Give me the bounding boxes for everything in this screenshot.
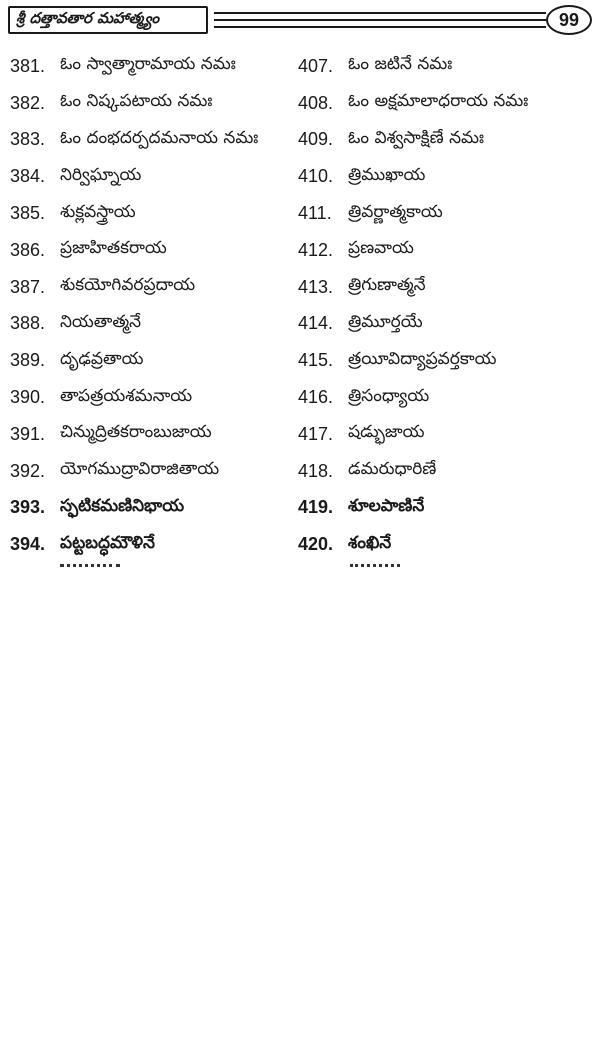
list-item bbox=[10, 533, 298, 557]
header-rule-line bbox=[214, 12, 546, 14]
item-number: 418. bbox=[298, 460, 334, 481]
item-number: 419. bbox=[298, 497, 334, 518]
list-item bbox=[10, 202, 298, 226]
list-row bbox=[0, 306, 600, 343]
list-row bbox=[0, 195, 600, 232]
list-row bbox=[0, 122, 600, 159]
item-number: 392. bbox=[10, 460, 46, 481]
cut-off-text-fragment bbox=[350, 562, 400, 567]
list-item bbox=[298, 202, 594, 226]
list-item bbox=[10, 312, 298, 336]
list-row bbox=[0, 232, 600, 269]
list-item bbox=[298, 349, 594, 373]
list-item bbox=[298, 238, 594, 262]
item-number: 420. bbox=[298, 534, 334, 555]
item-name: ప్రణవాయ bbox=[348, 238, 414, 259]
list-item bbox=[298, 422, 594, 446]
item-name: త్రయీవిద్యాప్రవర్తకాయ bbox=[348, 348, 497, 369]
item-name: త్రిసంధ్యాయ bbox=[348, 385, 430, 406]
item-name: డమరుధారిణే bbox=[348, 459, 437, 480]
list-row bbox=[0, 490, 600, 527]
list-item bbox=[298, 165, 594, 189]
item-name: త్రిగుణాత్మనే bbox=[348, 275, 426, 296]
list-row bbox=[0, 453, 600, 490]
header-rule-line bbox=[214, 19, 546, 21]
item-number: 409. bbox=[298, 129, 334, 150]
item-number: 416. bbox=[298, 387, 334, 408]
header-rules bbox=[214, 10, 546, 32]
item-number: 390. bbox=[10, 387, 46, 408]
list-item bbox=[10, 91, 298, 115]
list-item bbox=[10, 238, 298, 262]
item-number: 408. bbox=[298, 92, 334, 113]
list-item bbox=[10, 275, 298, 299]
cut-off-text-fragment bbox=[60, 562, 120, 567]
list-row bbox=[0, 416, 600, 453]
item-number: 412. bbox=[298, 239, 334, 260]
page-header bbox=[0, 0, 600, 46]
page-number: 99 bbox=[546, 5, 592, 35]
item-name: త్రివర్ణాత్మకాయ bbox=[348, 201, 443, 222]
list-item bbox=[298, 459, 594, 483]
item-name: నిర్విఘ్నాయ bbox=[60, 164, 142, 185]
item-number: 381. bbox=[10, 55, 46, 76]
item-number: 385. bbox=[10, 203, 46, 224]
item-number: 386. bbox=[10, 239, 46, 260]
list-item bbox=[298, 533, 594, 557]
item-number: 417. bbox=[298, 423, 334, 444]
item-name: త్రిముఖాయ bbox=[348, 164, 426, 185]
list-item bbox=[10, 128, 298, 152]
item-number: 413. bbox=[298, 276, 334, 297]
item-name: స్ఫటికమణినిభాయ bbox=[60, 495, 185, 516]
item-name: శూలపాణినే bbox=[348, 495, 425, 516]
list-row bbox=[0, 158, 600, 195]
item-number: 389. bbox=[10, 350, 46, 371]
item-name: ప్రజాహితకరాయ bbox=[60, 238, 167, 259]
item-number: 414. bbox=[298, 313, 334, 334]
item-number: 384. bbox=[10, 166, 46, 187]
item-number: 407. bbox=[298, 55, 334, 76]
item-name: ఓం జటినే నమః bbox=[348, 54, 453, 75]
item-name: ఓం విశ్వసాక్షిణే నమః bbox=[348, 127, 485, 148]
item-name: శుకయోగివరప్రదాయ bbox=[60, 275, 196, 296]
item-name: శంఖినే bbox=[348, 532, 392, 553]
item-number: 383. bbox=[10, 129, 46, 150]
item-name: త్రిమూర్తయే bbox=[348, 311, 423, 332]
list-row bbox=[0, 85, 600, 122]
list-item bbox=[10, 422, 298, 446]
list-item bbox=[298, 275, 594, 299]
item-number: 388. bbox=[10, 313, 46, 334]
item-number: 387. bbox=[10, 276, 46, 297]
cut-off-next-line bbox=[0, 562, 600, 574]
list-item bbox=[10, 496, 298, 520]
item-name: తాపత్రయశమనాయ bbox=[60, 385, 193, 406]
item-name: దృఢవ్రతాయ bbox=[60, 348, 144, 369]
list-item bbox=[10, 165, 298, 189]
item-number: 415. bbox=[298, 350, 334, 371]
item-number: 382. bbox=[10, 92, 46, 113]
list-item bbox=[10, 386, 298, 410]
item-name: చిన్ముద్రితకరాంబుజాయ bbox=[60, 422, 212, 443]
list-item bbox=[10, 54, 298, 78]
item-name: షడ్భుజాయ bbox=[348, 422, 425, 443]
list-item bbox=[298, 91, 594, 115]
item-number: 410. bbox=[298, 166, 334, 187]
list-item bbox=[298, 386, 594, 410]
list-item bbox=[298, 312, 594, 336]
book-title: శ్రీ దత్తావతార మహాత్మ్యం bbox=[8, 6, 208, 34]
name-list bbox=[0, 48, 600, 563]
item-name: నియతాత్మనే bbox=[60, 311, 142, 332]
item-name: ఓం స్వాత్మారామాయ నమః bbox=[60, 54, 236, 75]
list-item bbox=[298, 496, 594, 520]
item-number: 394. bbox=[10, 534, 46, 555]
list-row bbox=[0, 342, 600, 379]
header-rule-line bbox=[214, 26, 546, 28]
list-item bbox=[298, 54, 594, 78]
item-number: 393. bbox=[10, 497, 46, 518]
list-row bbox=[0, 269, 600, 306]
item-name: యోగముద్రావిరాజితాయ bbox=[60, 459, 220, 480]
list-item bbox=[298, 128, 594, 152]
item-name: ఓం నిష్కపటాయ నమః bbox=[60, 91, 213, 112]
list-row bbox=[0, 48, 600, 85]
list-item bbox=[10, 459, 298, 483]
item-number: 411. bbox=[298, 203, 332, 224]
item-number: 391. bbox=[10, 423, 46, 444]
list-row bbox=[0, 526, 600, 563]
item-name: శుక్లవస్త్రాయ bbox=[60, 201, 136, 222]
list-row bbox=[0, 379, 600, 416]
list-item bbox=[10, 349, 298, 373]
item-name: ఓం దంభదర్పదమనాయ నమః bbox=[60, 127, 259, 148]
item-name: ఓం అక్షమాలాధరాయ నమః bbox=[348, 91, 529, 112]
item-name: పట్టబద్ధమౌళినే bbox=[60, 532, 155, 553]
